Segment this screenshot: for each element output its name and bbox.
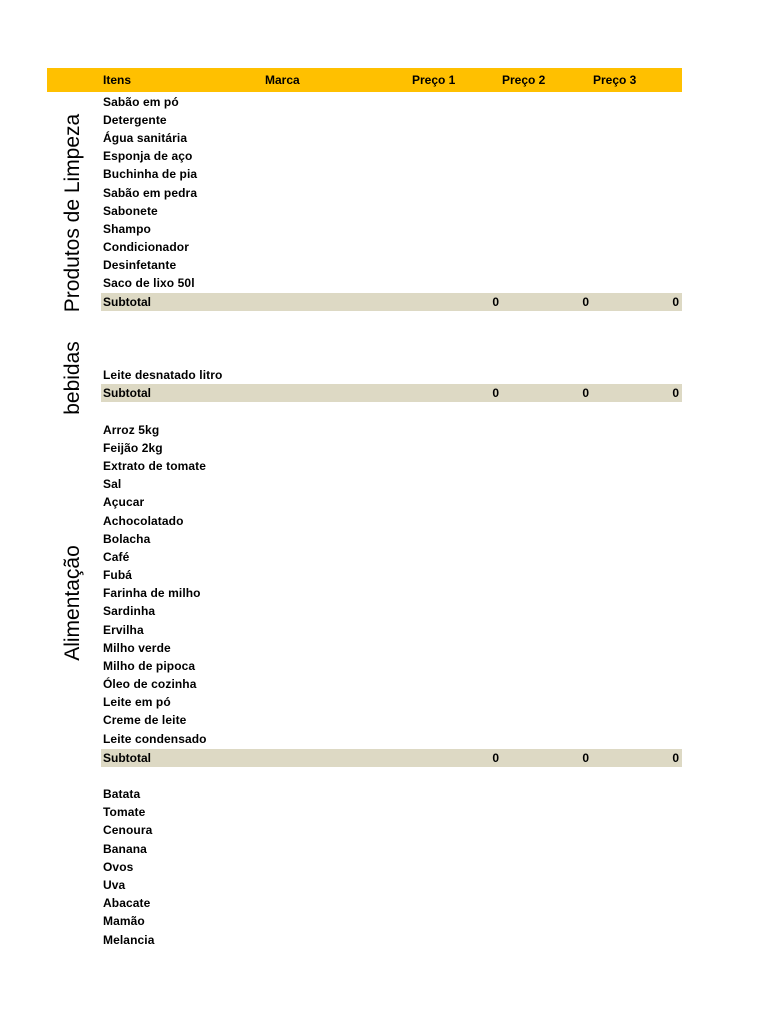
list-item: Açucar <box>103 495 145 509</box>
header-preco-3: Preço 3 <box>593 73 637 87</box>
list-item: Desinfetante <box>103 258 177 272</box>
section-title-bebidas: bebidas <box>61 341 84 415</box>
list-item: Saco de lixo 50l <box>103 276 195 290</box>
list-item: Extrato de tomate <box>103 459 207 473</box>
list-item: Mamão <box>103 914 145 928</box>
subtotal-preco-1: 0 <box>492 751 499 765</box>
subtotal-preco-1: 0 <box>492 386 499 400</box>
list-item: Leite desnatado litro <box>103 368 223 382</box>
list-item: Sabonete <box>103 204 158 218</box>
list-item: Banana <box>103 842 147 856</box>
subtotal-preco-3: 0 <box>672 386 679 400</box>
column-header-row <box>47 68 682 92</box>
list-item: Tomate <box>103 805 146 819</box>
list-item: Achocolatado <box>103 514 184 528</box>
subtotal-preco-3: 0 <box>672 295 679 309</box>
subtotal-preco-3: 0 <box>672 751 679 765</box>
list-item: Sabão em pó <box>103 95 179 109</box>
section-title-limpeza: Produtos de Limpeza <box>61 113 84 313</box>
subtotal-preco-2: 0 <box>582 751 589 765</box>
section-title-alimentacao: Alimentação <box>61 545 84 661</box>
list-item: Sardinha <box>103 604 156 618</box>
header-itens: Itens <box>103 73 132 87</box>
list-item: Batata <box>103 787 141 801</box>
list-item: Melancia <box>103 933 155 947</box>
list-item: Milho de pipoca <box>103 659 196 673</box>
header-preco-2: Preço 2 <box>502 73 546 87</box>
list-item: Creme de leite <box>103 713 187 727</box>
list-item: Feijão 2kg <box>103 441 163 455</box>
subtotal-label: Subtotal <box>103 751 151 765</box>
list-item: Ervilha <box>103 623 144 637</box>
list-item: Farinha de milho <box>103 586 201 600</box>
list-item: Fubá <box>103 568 133 582</box>
list-item: Leite condensado <box>103 732 207 746</box>
list-item: Buchinha de pia <box>103 167 198 181</box>
subtotal-row-alimentacao <box>101 749 682 767</box>
subtotal-preco-2: 0 <box>582 386 589 400</box>
header-preco-1: Preço 1 <box>412 73 456 87</box>
list-item: Cenoura <box>103 823 153 837</box>
list-item: Milho verde <box>103 641 171 655</box>
list-item: Esponja de aço <box>103 149 193 163</box>
list-item: Água sanitária <box>103 131 188 145</box>
list-item: Café <box>103 550 130 564</box>
list-item: Sabão em pedra <box>103 186 198 200</box>
list-item: Bolacha <box>103 532 151 546</box>
list-item: Abacate <box>103 896 151 910</box>
list-item: Ovos <box>103 860 134 874</box>
list-item: Leite em pó <box>103 695 171 709</box>
subtotal-row-bebidas <box>101 384 682 402</box>
list-item: Óleo de cozinha <box>103 677 197 691</box>
list-item: Sal <box>103 477 122 491</box>
list-item: Uva <box>103 878 126 892</box>
subtotal-preco-1: 0 <box>492 295 499 309</box>
list-item: Detergente <box>103 113 167 127</box>
list-item: Arroz 5kg <box>103 423 160 437</box>
subtotal-row-limpeza <box>101 293 682 311</box>
header-marca: Marca <box>265 73 300 87</box>
subtotal-preco-2: 0 <box>582 295 589 309</box>
list-item: Condicionador <box>103 240 189 254</box>
list-item: Shampo <box>103 222 151 236</box>
subtotal-label: Subtotal <box>103 295 151 309</box>
subtotal-label: Subtotal <box>103 386 151 400</box>
